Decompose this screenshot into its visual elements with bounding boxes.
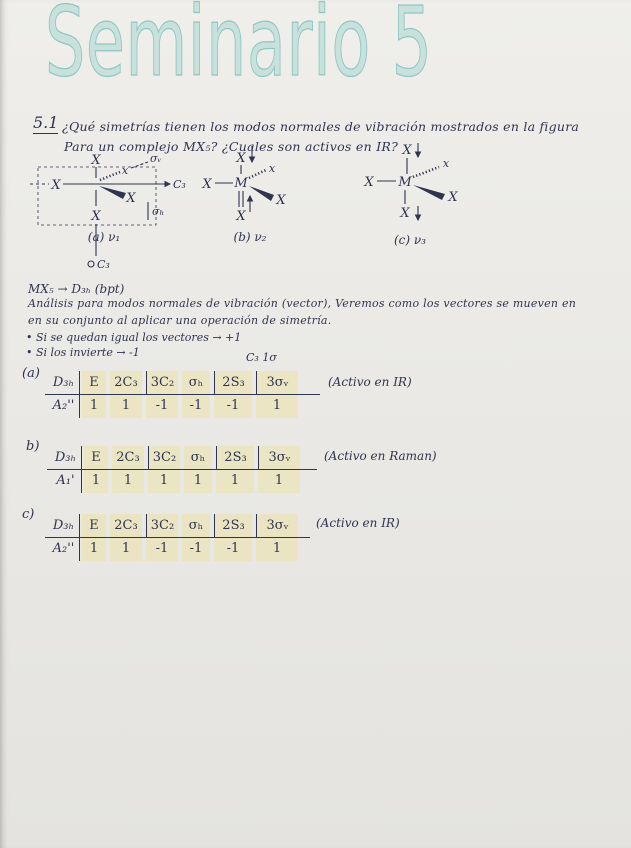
character-value: -1	[214, 537, 252, 561]
character-value: -1	[214, 394, 252, 418]
question-line-1: ¿Qué simetrías tienen los modos normales de vibración mostrados en la figura	[62, 119, 580, 134]
class-header: 3σᵥ	[258, 446, 300, 469]
class-header: 3C₂	[146, 514, 178, 537]
ligand-atom: X	[276, 193, 286, 208]
mode-a-label: (a) ν₁	[87, 230, 121, 244]
page-title: Seminario 5	[45, 0, 433, 98]
rule-invert: • Si los invierte → -1	[26, 346, 140, 359]
character-value: 1	[256, 537, 298, 561]
class-header: E	[82, 371, 106, 394]
hashed-bond	[413, 167, 439, 177]
ligand-atom-small: x	[442, 157, 450, 170]
ligand-atom: X	[91, 209, 101, 224]
vibration-modes-figure	[0, 140, 631, 280]
point-group-header: D₃ₕ	[48, 514, 80, 537]
table-label: b)	[26, 439, 40, 454]
character-value: 1	[216, 469, 254, 493]
table-annotation: C₃ 1σ	[246, 351, 277, 364]
sigma-v-label: σᵥ	[150, 152, 162, 165]
irrep-label: A₂''	[48, 537, 80, 561]
ligand-atom: X	[126, 191, 136, 206]
ligand-atom: X	[402, 143, 412, 158]
character-value: -1	[182, 537, 210, 561]
point-group-header: D₃ₕ	[48, 371, 80, 394]
question-number: 5.1	[33, 113, 59, 132]
mode-c-label: (c) ν₃	[393, 233, 427, 247]
character-value: 1	[110, 394, 142, 418]
c3-right-label: C₃	[173, 178, 186, 191]
activity-note: (Activo en IR)	[316, 516, 400, 530]
irrep-label: A₂''	[48, 394, 80, 418]
mode-b-diagram	[201, 146, 286, 244]
character-value: 1	[112, 469, 144, 493]
class-header: 2S₃	[214, 371, 252, 394]
class-header: E	[82, 514, 106, 537]
class-header: 3C₂	[148, 446, 180, 469]
class-header: 2S₃	[216, 446, 254, 469]
table-rule	[45, 394, 320, 395]
character-value: 1	[84, 469, 108, 493]
class-header: 2C₃	[112, 446, 144, 469]
character-value: 1	[110, 537, 142, 561]
character-value: 1	[82, 394, 106, 418]
class-header: 3C₂	[146, 371, 178, 394]
class-header: σₕ	[182, 514, 210, 537]
class-header: 2C₃	[110, 514, 142, 537]
ligand-atom-small: x	[121, 164, 129, 177]
hashed-bond	[100, 172, 120, 180]
question-line-2: Para un complejo MX₅? ¿Cuales son activos en IR?	[64, 139, 399, 154]
sigma-v-plane-line	[131, 162, 148, 168]
mode-c-diagram	[363, 143, 458, 247]
wedge-bond	[99, 186, 126, 199]
metal-atom: M	[234, 176, 248, 191]
irrep-label: A₁'	[50, 469, 82, 493]
class-header: 2C₃	[110, 371, 142, 394]
analysis-line-2: en su conjunto al aplicar una operación de simetría.	[28, 314, 332, 327]
character-value: -1	[182, 394, 210, 418]
ligand-atom: X	[364, 175, 374, 190]
table-rule	[45, 537, 310, 538]
class-header: σₕ	[184, 446, 212, 469]
class-header: E	[84, 446, 108, 469]
c3-axis-symbol	[88, 261, 94, 267]
class-header: 3σᵥ	[256, 371, 298, 394]
ligand-atom: X	[400, 206, 410, 221]
point-group-statement: MX₅ → D₃ₕ (bpt)	[28, 282, 125, 296]
ligand-atom: X	[448, 190, 458, 205]
table-label: (a)	[22, 366, 40, 381]
character-value: 1	[82, 537, 106, 561]
ligand-atom: X	[51, 178, 61, 193]
character-value: 1	[256, 394, 298, 418]
rule-keep: • Si se quedan igual los vectores → +1	[26, 331, 242, 344]
activity-note: (Activo en Raman)	[324, 449, 437, 463]
mode-a-diagram	[30, 152, 186, 271]
activity-note: (Activo en IR)	[328, 375, 412, 389]
wedge-bond	[249, 186, 274, 201]
ligand-atom: X	[236, 151, 246, 166]
class-header: 2S₃	[214, 514, 252, 537]
ligand-atom: X	[91, 153, 101, 168]
character-value: 1	[184, 469, 212, 493]
class-header: 3σᵥ	[256, 514, 298, 537]
c3-axis-label: C₃	[97, 258, 110, 271]
table-rule	[47, 469, 317, 470]
wedge-bond	[413, 185, 445, 200]
point-group-header: D₃ₕ	[50, 446, 82, 469]
character-value: -1	[146, 394, 178, 418]
character-value: 1	[258, 469, 300, 493]
class-header: σₕ	[182, 371, 210, 394]
mode-b-label: (b) ν₂	[233, 230, 267, 244]
ligand-atom: X	[236, 209, 246, 224]
character-value: 1	[148, 469, 180, 493]
metal-atom: M	[398, 175, 412, 190]
hashed-bond	[249, 170, 266, 178]
table-label: c)	[22, 507, 35, 522]
analysis-line-1: Análisis para modos normales de vibración (vector), Veremos como los vectores se mueven en	[28, 297, 577, 310]
ligand-atom-small: x	[268, 162, 276, 175]
ligand-atom: X	[202, 177, 212, 192]
sigma-h-label: σₕ	[152, 205, 165, 218]
character-value: -1	[146, 537, 178, 561]
